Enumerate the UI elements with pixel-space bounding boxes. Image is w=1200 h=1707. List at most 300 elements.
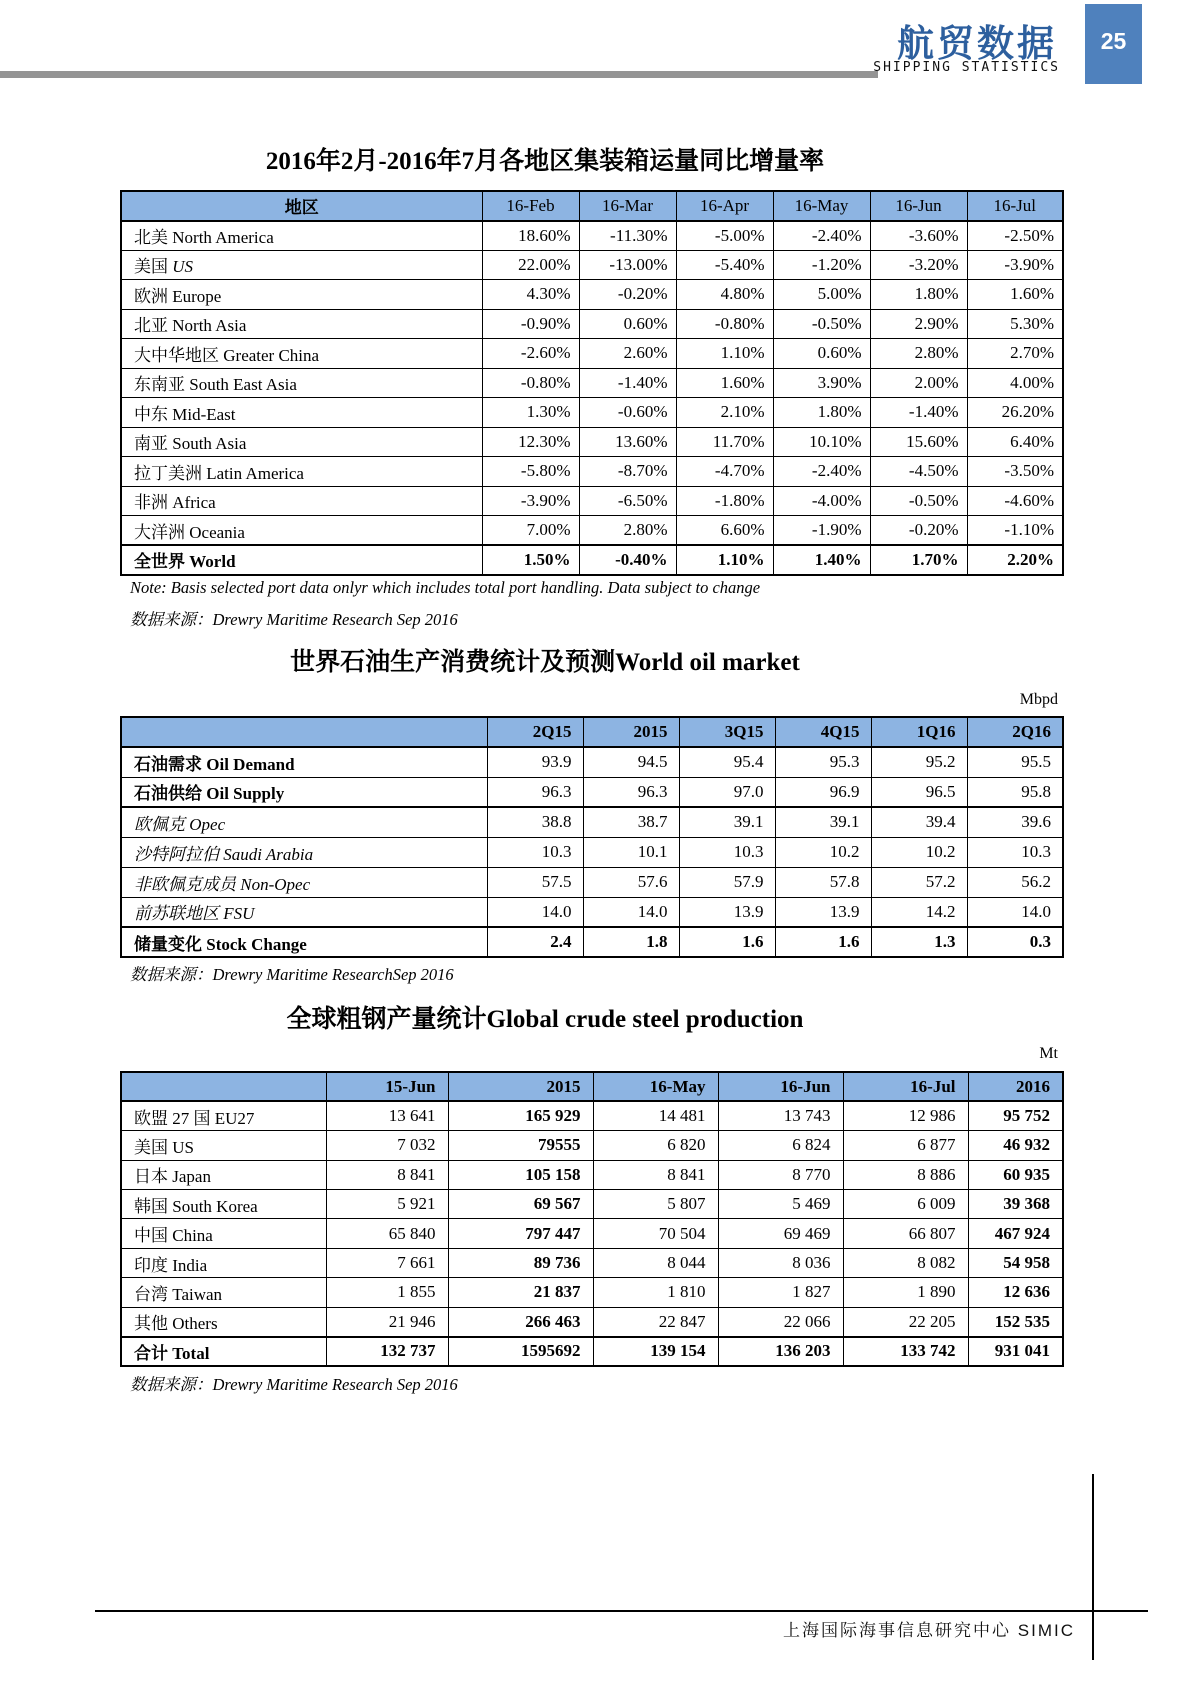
column-header: 16-Jul (967, 191, 1063, 221)
row-label (121, 1190, 326, 1219)
data-cell: 89 736 (448, 1248, 593, 1277)
data-cell: 132 737 (326, 1337, 448, 1366)
row-label-en: Opec (189, 814, 226, 834)
data-cell: -1.90% (773, 516, 870, 546)
row-label-en: Saudi Arabia (223, 844, 314, 864)
row-label-zh: 美国 (134, 257, 168, 277)
row-label (121, 250, 482, 280)
data-cell: -3.20% (870, 250, 967, 280)
row-label-zh: 欧佩克 (134, 814, 185, 834)
data-cell: 54 958 (968, 1248, 1063, 1277)
data-cell: 467 924 (968, 1219, 1063, 1248)
row-label-en: China (172, 1226, 213, 1246)
data-cell: 6.40% (967, 427, 1063, 457)
table-row (121, 1101, 1063, 1130)
data-cell: 1.70% (870, 545, 967, 575)
data-cell: 14.2 (871, 897, 967, 927)
row-label-zh: 欧盟 27 国 (134, 1108, 211, 1128)
row-label (121, 1248, 326, 1277)
row-label-en: South Asia (172, 434, 247, 454)
table-row (121, 897, 1063, 927)
table-row (121, 1337, 1063, 1366)
data-cell: -2.60% (482, 339, 579, 369)
table-row (121, 1307, 1063, 1336)
column-header: 2Q16 (967, 717, 1063, 747)
section-title-container-volume: 2016年2月-2016年7月各地区集装箱运量同比增量率 (265, 148, 825, 175)
data-cell: 14 481 (593, 1101, 718, 1130)
row-label-en: Taiwan (172, 1284, 223, 1304)
row-label (121, 516, 482, 546)
data-cell: 8 841 (593, 1160, 718, 1189)
row-label-zh: 印度 (134, 1255, 168, 1275)
table-row (121, 486, 1063, 516)
data-cell: 7.00% (482, 516, 579, 546)
data-cell: 2.80% (870, 339, 967, 369)
column-header: 16-Jun (870, 191, 967, 221)
column-header: 15-Jun (326, 1072, 448, 1101)
row-label-en: Africa (172, 493, 216, 513)
container-volume-table (120, 190, 1064, 576)
column-header: 2015 (583, 717, 679, 747)
table-head (121, 1072, 1063, 1101)
column-header: 16-Jul (843, 1072, 968, 1101)
data-cell: 13 743 (718, 1101, 843, 1130)
data-cell: 2.10% (676, 398, 773, 428)
row-label-en: North America (172, 228, 274, 247)
table-row (121, 398, 1063, 428)
row-label (121, 545, 482, 575)
data-cell: 94.5 (583, 747, 679, 777)
data-cell: 14.0 (583, 897, 679, 927)
data-cell: 10.3 (487, 837, 583, 867)
section-title-oil-market: 世界石油生产消费统计及预测World oil market (290, 649, 800, 676)
row-label (121, 398, 482, 428)
row-label-en: Total (172, 1343, 210, 1363)
oil-market-table (120, 716, 1064, 958)
data-cell: -6.50% (579, 486, 676, 516)
row-label-zh: 沙特阿拉伯 (134, 844, 219, 864)
data-cell: 1.60% (967, 280, 1063, 310)
data-cell: 4.80% (676, 280, 773, 310)
data-cell: 57.2 (871, 867, 967, 897)
table-row (121, 280, 1063, 310)
row-label-zh: 北亚 (134, 316, 168, 336)
data-cell: 8 886 (843, 1160, 968, 1189)
data-cell: 133 742 (843, 1337, 968, 1366)
table-note: Note: Basis selected port data onlyr which includes total port handling. Data subject to change (130, 578, 761, 597)
column-header: 16-Jun (718, 1072, 843, 1101)
data-cell: 39.4 (871, 807, 967, 837)
row-label-zh: 储量变化 (134, 934, 202, 954)
data-cell: 95.2 (871, 747, 967, 777)
brand-title-en: SHIPPING STATISTICS (873, 60, 1060, 75)
data-cell: 10.1 (583, 837, 679, 867)
data-cell: 22 205 (843, 1307, 968, 1336)
data-cell: 38.7 (583, 807, 679, 837)
data-cell: 105 158 (448, 1160, 593, 1189)
row-label-zh: 南亚 (134, 434, 168, 454)
data-cell: -3.60% (870, 221, 967, 251)
data-cell: 22.00% (482, 250, 579, 280)
data-cell: 12 636 (968, 1278, 1063, 1307)
column-header: 16-Apr (676, 191, 773, 221)
data-cell: 2.60% (579, 339, 676, 369)
data-cell: -0.20% (579, 280, 676, 310)
table-row (121, 777, 1063, 807)
table-row (121, 339, 1063, 369)
data-cell: 46 932 (968, 1131, 1063, 1160)
column-header: 2015 (448, 1072, 593, 1101)
data-cell: -1.80% (676, 486, 773, 516)
data-cell: 1.40% (773, 545, 870, 575)
row-label-en: US (172, 257, 194, 277)
data-cell: 96.9 (775, 777, 871, 807)
data-cell: 5.30% (967, 309, 1063, 339)
data-cell: 7 032 (326, 1131, 448, 1160)
table-row (121, 807, 1063, 837)
data-source-line: 数据来源：Drewry Maritime Research Sep 2016 (130, 1375, 458, 1394)
table-body (121, 747, 1063, 957)
table-row (121, 368, 1063, 398)
row-label-zh: 大中华地区 (134, 345, 219, 365)
data-cell: 1.80% (773, 398, 870, 428)
unit-label-mbpd: Mbpd (1019, 691, 1058, 708)
data-cell: 39 368 (968, 1190, 1063, 1219)
data-cell: 5 469 (718, 1190, 843, 1219)
page-number-box (1085, 4, 1142, 84)
data-cell: 26.20% (967, 398, 1063, 428)
column-header: 4Q15 (775, 717, 871, 747)
row-label-en: South East Asia (189, 375, 297, 395)
data-cell: -11.30% (579, 221, 676, 251)
data-cell: -5.00% (676, 221, 773, 251)
row-label-zh: 欧洲 (134, 286, 168, 306)
row-label (121, 221, 482, 251)
data-cell: 266 463 (448, 1307, 593, 1336)
data-cell: -0.50% (773, 309, 870, 339)
row-label-zh: 大洋洲 (134, 522, 185, 542)
table-row (121, 927, 1063, 957)
data-cell: 10.3 (679, 837, 775, 867)
data-cell: 6 824 (718, 1131, 843, 1160)
table-row (121, 309, 1063, 339)
row-label (121, 368, 482, 398)
data-cell: 4.00% (967, 368, 1063, 398)
data-cell: 1.10% (676, 545, 773, 575)
data-cell: -0.40% (579, 545, 676, 575)
row-label-en: Oil Supply (206, 784, 285, 804)
data-cell: 14.0 (967, 897, 1063, 927)
row-label-zh: 中东 (134, 404, 168, 424)
row-label-zh: 东南亚 (134, 375, 185, 395)
data-cell: 1.60% (676, 368, 773, 398)
data-cell: 165 929 (448, 1101, 593, 1130)
data-cell: 5 807 (593, 1190, 718, 1219)
table-row (121, 516, 1063, 546)
row-label-en: US (172, 1137, 194, 1157)
data-cell: 2.90% (870, 309, 967, 339)
data-cell: -0.80% (482, 368, 579, 398)
data-cell: 1.6 (775, 927, 871, 957)
data-cell: 1 855 (326, 1278, 448, 1307)
unit-label-mt: Mt (1039, 1045, 1058, 1062)
data-cell: 39.1 (775, 807, 871, 837)
data-cell: 13 641 (326, 1101, 448, 1130)
data-cell: 1.50% (482, 545, 579, 575)
table-row (121, 1131, 1063, 1160)
data-cell: -0.80% (676, 309, 773, 339)
row-label-en: Oil Demand (206, 754, 295, 774)
header-row (121, 717, 1063, 747)
data-cell: 10.10% (773, 427, 870, 457)
footer-vertical-rule (1092, 1474, 1094, 1660)
data-cell: -13.00% (579, 250, 676, 280)
table-row (121, 457, 1063, 487)
data-cell: 6 009 (843, 1190, 968, 1219)
column-header-label: 地区 (121, 191, 482, 221)
data-cell: 95.4 (679, 747, 775, 777)
data-cell: 70 504 (593, 1219, 718, 1248)
data-cell: 2.00% (870, 368, 967, 398)
column-header-label (121, 1072, 326, 1101)
row-label-en: Mid-East (172, 404, 236, 424)
data-cell: -4.70% (676, 457, 773, 487)
data-cell: 7 661 (326, 1248, 448, 1277)
footer-horizontal-rule (95, 1610, 1148, 1612)
data-cell: 22 066 (718, 1307, 843, 1336)
data-cell: -1.10% (967, 516, 1063, 546)
data-cell: 8 841 (326, 1160, 448, 1189)
data-cell: 96.3 (583, 777, 679, 807)
data-cell: -4.50% (870, 457, 967, 487)
data-cell: 2.80% (579, 516, 676, 546)
data-cell: 2.70% (967, 339, 1063, 369)
data-cell: 60 935 (968, 1160, 1063, 1189)
data-cell: 1595692 (448, 1337, 593, 1366)
column-header: 16-May (593, 1072, 718, 1101)
data-cell: 11.70% (676, 427, 773, 457)
data-cell: 3.90% (773, 368, 870, 398)
row-label-zh: 石油供给 (134, 784, 202, 804)
data-cell: 13.60% (579, 427, 676, 457)
row-label-en: Japan (172, 1167, 211, 1187)
row-label-en: North Asia (172, 316, 247, 336)
row-label (121, 339, 482, 369)
data-cell: 152 535 (968, 1307, 1063, 1336)
data-cell: 1.8 (583, 927, 679, 957)
data-cell: 93.9 (487, 747, 583, 777)
footer-organization: 上海国际海事信息研究中心 SIMIC (783, 1621, 1075, 1640)
row-label (121, 867, 487, 897)
data-cell: -0.90% (482, 309, 579, 339)
data-cell: 96.3 (487, 777, 583, 807)
table-row (121, 250, 1063, 280)
data-cell: 69 469 (718, 1219, 843, 1248)
data-cell: 69 567 (448, 1190, 593, 1219)
column-header: 1Q16 (871, 717, 967, 747)
data-cell: 22 847 (593, 1307, 718, 1336)
header-row (121, 191, 1063, 221)
row-label-zh: 中国 (134, 1226, 168, 1246)
data-cell: 79555 (448, 1131, 593, 1160)
data-cell: 13.9 (679, 897, 775, 927)
data-cell: 8 044 (593, 1248, 718, 1277)
table-row (121, 221, 1063, 251)
data-cell: 8 082 (843, 1248, 968, 1277)
data-cell: 21 837 (448, 1278, 593, 1307)
section-title-steel-production: 全球粗钢产量统计Global crude steel production (286, 1006, 804, 1033)
row-label-zh: 北美 (134, 228, 168, 247)
data-cell: 0.60% (773, 339, 870, 369)
row-label-zh: 非洲 (134, 493, 168, 513)
steel-production-table (120, 1071, 1064, 1367)
data-cell: 1 827 (718, 1278, 843, 1307)
row-label (121, 309, 482, 339)
column-header: 2Q15 (487, 717, 583, 747)
data-cell: 1.10% (676, 339, 773, 369)
data-cell: 96.5 (871, 777, 967, 807)
row-label-zh: 韩国 (134, 1196, 168, 1216)
data-cell: 1.80% (870, 280, 967, 310)
table-body (121, 221, 1063, 575)
data-cell: -0.20% (870, 516, 967, 546)
column-header: 16-Feb (482, 191, 579, 221)
row-label (121, 927, 487, 957)
data-cell: 66 807 (843, 1219, 968, 1248)
data-cell: -8.70% (579, 457, 676, 487)
data-cell: -3.90% (482, 486, 579, 516)
data-cell: -1.40% (579, 368, 676, 398)
page-number: 25 (1100, 27, 1127, 54)
row-label (121, 807, 487, 837)
data-cell: -5.40% (676, 250, 773, 280)
row-label-en: Non-Opec (240, 874, 311, 894)
data-cell: 931 041 (968, 1337, 1063, 1366)
data-cell: 38.8 (487, 807, 583, 837)
data-cell: 15.60% (870, 427, 967, 457)
row-label (121, 837, 487, 867)
data-cell: 2.20% (967, 545, 1063, 575)
row-label (121, 1160, 326, 1189)
table-row (121, 867, 1063, 897)
row-label-zh: 非欧佩克成员 (134, 874, 236, 894)
data-cell: -2.40% (773, 221, 870, 251)
data-cell: 97.0 (679, 777, 775, 807)
row-label-en: Greater China (223, 345, 320, 365)
data-cell: 6 877 (843, 1131, 968, 1160)
row-label (121, 427, 482, 457)
table-head (121, 717, 1063, 747)
data-cell: 1 890 (843, 1278, 968, 1307)
data-cell: 12 986 (843, 1101, 968, 1130)
data-cell: 2.4 (487, 927, 583, 957)
table-row (121, 837, 1063, 867)
column-header-label (121, 717, 487, 747)
data-cell: 56.2 (967, 867, 1063, 897)
data-cell: 21 946 (326, 1307, 448, 1336)
row-label-zh: 前苏联地区 (134, 904, 219, 924)
row-label-en: Oceania (189, 522, 245, 542)
data-cell: 57.8 (775, 867, 871, 897)
table-row (121, 1278, 1063, 1307)
row-label-en: FSU (223, 904, 255, 924)
row-label (121, 1101, 326, 1130)
table-row (121, 1219, 1063, 1248)
row-label (121, 1278, 326, 1307)
data-cell: 1 810 (593, 1278, 718, 1307)
data-cell: 8 036 (718, 1248, 843, 1277)
row-label (121, 1307, 326, 1336)
data-cell: 8 770 (718, 1160, 843, 1189)
brand-title-zh: 航贸数据 (897, 23, 1057, 64)
data-source-line: 数据来源：Drewry Maritime ResearchSep 2016 (130, 965, 454, 984)
data-cell: 1.3 (871, 927, 967, 957)
row-label (121, 1131, 326, 1160)
data-cell: -5.80% (482, 457, 579, 487)
data-cell: -2.40% (773, 457, 870, 487)
row-label-en: South Korea (172, 1196, 258, 1216)
data-cell: 57.6 (583, 867, 679, 897)
data-cell: 57.9 (679, 867, 775, 897)
data-cell: 95.3 (775, 747, 871, 777)
data-cell: 10.2 (775, 837, 871, 867)
data-cell: -0.50% (870, 486, 967, 516)
data-cell: 5.00% (773, 280, 870, 310)
data-cell: 136 203 (718, 1337, 843, 1366)
row-label-zh: 拉丁美洲 (134, 463, 202, 483)
data-cell: 95.8 (967, 777, 1063, 807)
row-label-zh: 石油需求 (134, 754, 202, 774)
row-label-en: Stock Change (206, 934, 307, 954)
data-cell: 13.9 (775, 897, 871, 927)
row-label (121, 457, 482, 487)
data-cell: 65 840 (326, 1219, 448, 1248)
row-label-zh: 美国 (134, 1137, 168, 1157)
data-cell: 12.30% (482, 427, 579, 457)
data-cell: 18.60% (482, 221, 579, 251)
row-label-en: Latin America (206, 463, 304, 483)
row-label-en: Others (172, 1314, 218, 1334)
table-body (121, 1101, 1063, 1366)
table-row (121, 1190, 1063, 1219)
data-cell: 10.3 (967, 837, 1063, 867)
data-cell: -3.90% (967, 250, 1063, 280)
data-cell: 139 154 (593, 1337, 718, 1366)
table-row (121, 1160, 1063, 1189)
row-label (121, 897, 487, 927)
row-label (121, 280, 482, 310)
row-label-zh: 全世界 (134, 552, 185, 572)
table-head (121, 191, 1063, 221)
row-label-en: World (189, 552, 236, 572)
header-row (121, 1072, 1063, 1101)
data-cell: 10.2 (871, 837, 967, 867)
data-cell: -4.60% (967, 486, 1063, 516)
data-cell: 0.60% (579, 309, 676, 339)
row-label-en: EU27 (214, 1108, 255, 1128)
column-header: 16-Mar (579, 191, 676, 221)
data-cell: 0.3 (967, 927, 1063, 957)
table-row (121, 545, 1063, 575)
data-cell: 57.5 (487, 867, 583, 897)
data-cell: 6 820 (593, 1131, 718, 1160)
table-row (121, 747, 1063, 777)
data-cell: -3.50% (967, 457, 1063, 487)
row-label (121, 747, 487, 777)
data-cell: 95 752 (968, 1101, 1063, 1130)
data-cell: -4.00% (773, 486, 870, 516)
row-label (121, 1219, 326, 1248)
